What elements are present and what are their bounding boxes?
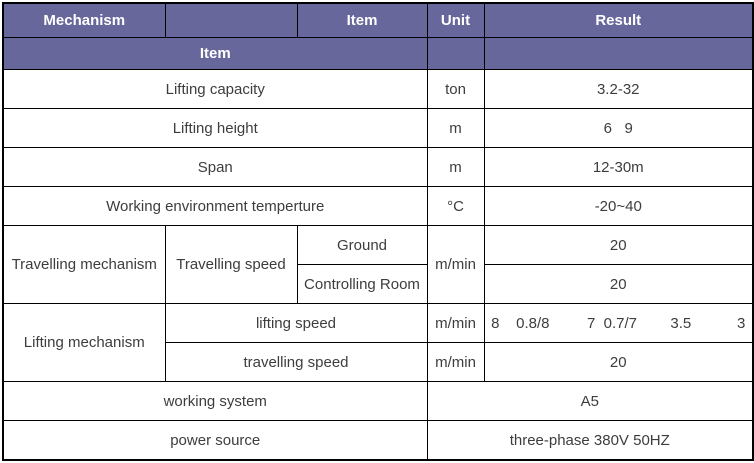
working-environment-label: Working environment temperture: [3, 187, 427, 226]
subheader-row: [3, 38, 753, 70]
lifting-speed-unit: m/min: [427, 304, 484, 343]
travelling-speed-row-result: 20: [484, 343, 753, 382]
travelling-ground-result: 20: [484, 226, 753, 265]
travelling-speed-unit: m/min: [427, 226, 484, 304]
working-system-label: working system: [3, 382, 427, 421]
lifting-speed-result: 8 0.8/8 7 0.7/7 3.5 3: [484, 304, 753, 343]
working-system-result: A5: [427, 382, 753, 421]
lifting-capacity-label: Lifting capacity: [3, 70, 427, 109]
power-source-label: power source: [3, 421, 427, 460]
header-cell-result: Result: [484, 3, 753, 38]
row-lifting-height: [3, 109, 753, 148]
lifting-mechanism-label: Lifting mechanism: [3, 304, 165, 382]
header-row: [3, 3, 753, 38]
travelling-controlling-room-label: Controlling Room: [297, 265, 427, 304]
travelling-speed-row-label: travelling speed: [165, 343, 427, 382]
lifting-capacity-unit: ton: [427, 70, 484, 109]
row-lifting-capacity: [3, 70, 753, 109]
travelling-speed-row-unit: m/min: [427, 343, 484, 382]
header-cell-item: Item: [297, 3, 427, 38]
travelling-ground-label: Ground: [297, 226, 427, 265]
header-cell-unit: Unit: [427, 3, 484, 38]
lifting-capacity-result: 3.2-32: [484, 70, 753, 109]
lifting-height-label: Lifting height: [3, 109, 427, 148]
row-working-system: [3, 382, 753, 421]
power-source-result: three-phase 380V 50HZ: [427, 421, 753, 460]
subheader-item-cell: Item: [3, 38, 427, 70]
lifting-height-result: 6 9: [484, 109, 753, 148]
subheader-result-cell: [484, 38, 753, 70]
header-cell-mechanism: Mechanism: [3, 3, 165, 38]
lifting-height-unit: m: [427, 109, 484, 148]
travelling-mechanism-label: Travelling mechanism: [3, 226, 165, 304]
travelling-controlling-room-result: 20: [484, 265, 753, 304]
header-cell-blank: [165, 3, 297, 38]
lifting-speed-label: lifting speed: [165, 304, 427, 343]
working-environment-result: -20~40: [484, 187, 753, 226]
span-label: Span: [3, 148, 427, 187]
span-result: 12-30m: [484, 148, 753, 187]
span-unit: m: [427, 148, 484, 187]
row-lifting-speed: [3, 304, 753, 343]
travelling-speed-label: Travelling speed: [165, 226, 297, 304]
row-travelling-ground: [3, 226, 753, 265]
row-working-environment: [3, 187, 753, 226]
row-power-source: [3, 421, 753, 460]
working-environment-unit: °C: [427, 187, 484, 226]
subheader-unit-cell: [427, 38, 484, 70]
row-span: [3, 148, 753, 187]
spec-table: [2, 2, 754, 461]
